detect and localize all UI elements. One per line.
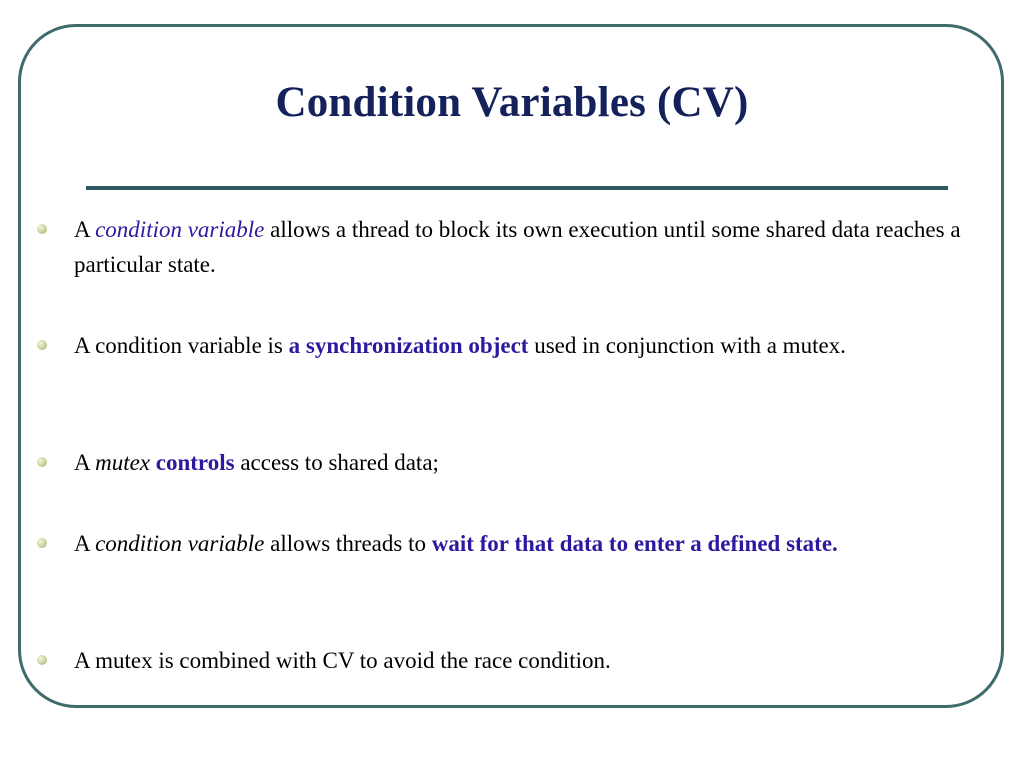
bullet-dot-icon — [37, 224, 47, 234]
term-condition-variable: condition variable — [95, 217, 265, 242]
bullet-item — [74, 212, 974, 282]
bullet-dot-icon — [37, 340, 47, 350]
term-wait-for-data: wait for that data to enter a defined state. — [431, 531, 838, 556]
bullet-item — [74, 643, 974, 678]
term-mutex: mutex — [95, 450, 151, 475]
bullet-dot-icon — [37, 457, 47, 467]
bullet-dot-icon — [37, 655, 47, 665]
bullet-text: A — [74, 450, 96, 475]
term-synchronization-object: a synchronization object — [288, 333, 529, 358]
bullet-text: used in conjunction with a mutex. — [528, 333, 846, 358]
bullet-text: A — [74, 217, 96, 242]
bullet-text: access to shared data; — [234, 450, 439, 475]
term-condition-variable: condition variable — [95, 531, 265, 556]
bullet-text: A mutex is combined with CV to avoid the race condition. — [74, 648, 611, 673]
bullet-dot-icon — [37, 538, 47, 548]
bullet-item — [74, 445, 974, 480]
term-controls: controls — [155, 450, 235, 475]
slide-title: Condition Variables (CV) — [275, 79, 749, 126]
bullet-item — [74, 328, 974, 363]
bullet-text: allows a thread to block its own execution until some shared data reaches a particular state. — [74, 217, 961, 277]
bullet-text: A condition variable is — [74, 333, 289, 358]
bullet-text: A — [74, 531, 96, 556]
bullet-item — [74, 526, 974, 561]
bullet-text: allows threads to — [264, 531, 432, 556]
